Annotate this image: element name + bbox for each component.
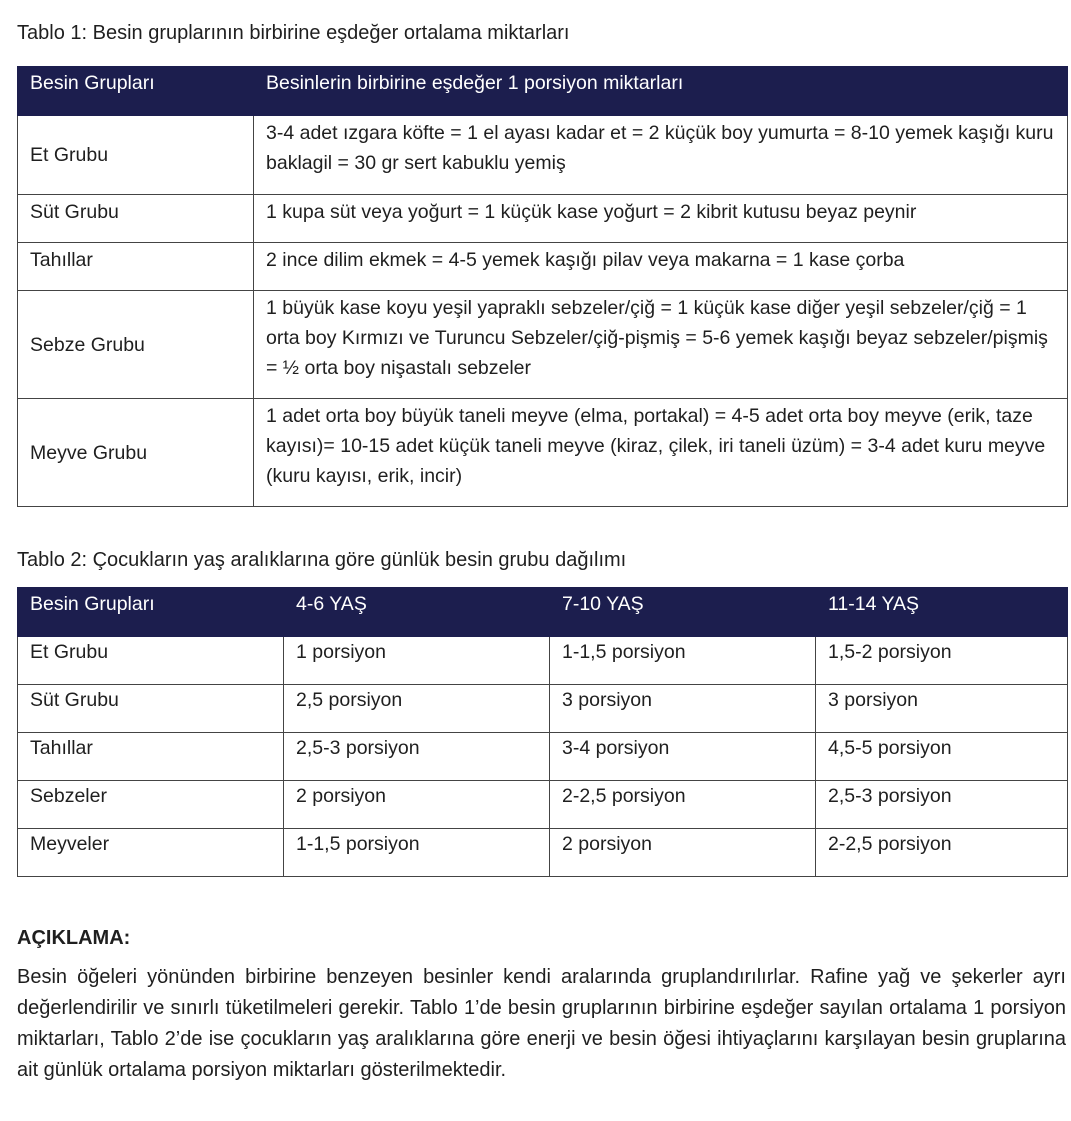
table1-caption: Tablo 1: Besin gruplarının birbirine eşdeğer ortalama miktarları (17, 22, 570, 44)
group-cell: Tahıllar (18, 243, 254, 291)
table-row (18, 781, 1068, 829)
portion-cell: 2,5-3 porsiyon (284, 733, 550, 781)
table2-caption: Tablo 2: Çocukların yaş aralıklarına göre günlük besin grubu dağılımı (17, 549, 627, 571)
portion-cell: 1 kupa süt veya yoğurt = 1 küçük kase yoğurt = 2 kibrit kutusu beyaz peynir (254, 195, 1068, 243)
portion-cell: 2,5-3 porsiyon (816, 781, 1068, 829)
group-cell: Sebzeler (18, 781, 284, 829)
table-row (18, 243, 1068, 291)
table-header-row (18, 67, 1068, 116)
portion-cell: 2 porsiyon (550, 829, 816, 877)
portion-cell: 1 büyük kase koyu yeşil yapraklı sebzeler/çiğ = 1 küçük kase diğer yeşil sebzeler/çiğ = 1 orta boy Kırmızı ve Turuncu Sebzeler/çiğ-pişmiş = 5-6 yemek kaşığı beyaz sebzeler/pişmiş = ½ orta boy nişastalı sebzeler (254, 291, 1068, 399)
group-cell: Et Grubu (18, 116, 254, 195)
table-row (18, 829, 1068, 877)
portion-cell: 1,5-2 porsiyon (816, 637, 1068, 685)
table-row (18, 733, 1068, 781)
explanation-heading: AÇIKLAMA: (17, 927, 131, 949)
group-cell: Sebze Grubu (18, 291, 254, 399)
column-header: 4-6 YAŞ (284, 588, 550, 637)
group-cell: Et Grubu (18, 637, 284, 685)
portion-cell: 1 porsiyon (284, 637, 550, 685)
portion-cell: 3 porsiyon (816, 685, 1068, 733)
group-cell: Meyve Grubu (18, 399, 254, 507)
table-header-row (18, 588, 1068, 637)
column-header: 7-10 YAŞ (550, 588, 816, 637)
portion-cell: 1-1,5 porsiyon (550, 637, 816, 685)
column-header: 11-14 YAŞ (816, 588, 1068, 637)
portion-cell: 2 porsiyon (284, 781, 550, 829)
portion-cell: 1 adet orta boy büyük taneli meyve (elma, portakal) = 4-5 adet orta boy meyve (erik, taze kayısı)= 10-15 adet küçük taneli meyve (kiraz, çilek, iri taneli üzüm) = 3-4 adet kuru meyve (kuru kayısı, erik, incir) (254, 399, 1068, 507)
table-row (18, 637, 1068, 685)
portion-cell: 2-2,5 porsiyon (816, 829, 1068, 877)
column-header: Besin Grupları (18, 588, 284, 637)
portion-cell: 1-1,5 porsiyon (284, 829, 550, 877)
table-row (18, 399, 1068, 507)
portion-cell: 3-4 adet ızgara köfte = 1 el ayası kadar et = 2 küçük boy yumurta = 8-10 yemek kaşığı kuru baklagil = 30 gr sert kabuklu yemiş (254, 116, 1068, 195)
table-row (18, 195, 1068, 243)
group-cell: Süt Grubu (18, 685, 284, 733)
group-cell: Süt Grubu (18, 195, 254, 243)
table-row (18, 685, 1068, 733)
explanation-paragraph: Besin öğeleri yönünden birbirine benzeyen besinler kendi aralarında gruplandırılırlar. Rafine yağ ve şekerler ayrı değerlendirilir ve sınırlı tüketilmeleri gerekir. Tablo 1’de besin gruplarının birbirine eşdeğer sayılan ortalama 1 porsiyon miktarları, Tablo 2’de ise çocukların yaş aralıklarına göre enerji ve besin öğesi ihtiyaçlarını karşılayan besin gruplarına ait günlük ortalama porsiyon miktarları gösterilmektedir. (17, 966, 1066, 1081)
portion-cell: 4,5-5 porsiyon (816, 733, 1068, 781)
portion-cell: 3 porsiyon (550, 685, 816, 733)
column-header: Besinlerin birbirine eşdeğer 1 porsiyon miktarları (254, 67, 1068, 116)
daily-distribution-table (17, 587, 1068, 877)
column-header: Besin Grupları (18, 67, 254, 116)
equivalents-table (17, 66, 1068, 507)
portion-cell: 2,5 porsiyon (284, 685, 550, 733)
portion-cell: 3-4 porsiyon (550, 733, 816, 781)
portion-cell: 2 ince dilim ekmek = 4-5 yemek kaşığı pilav veya makarna = 1 kase çorba (254, 243, 1068, 291)
group-cell: Meyveler (18, 829, 284, 877)
table-row (18, 291, 1068, 399)
portion-cell: 2-2,5 porsiyon (550, 781, 816, 829)
group-cell: Tahıllar (18, 733, 284, 781)
table-row (18, 116, 1068, 195)
